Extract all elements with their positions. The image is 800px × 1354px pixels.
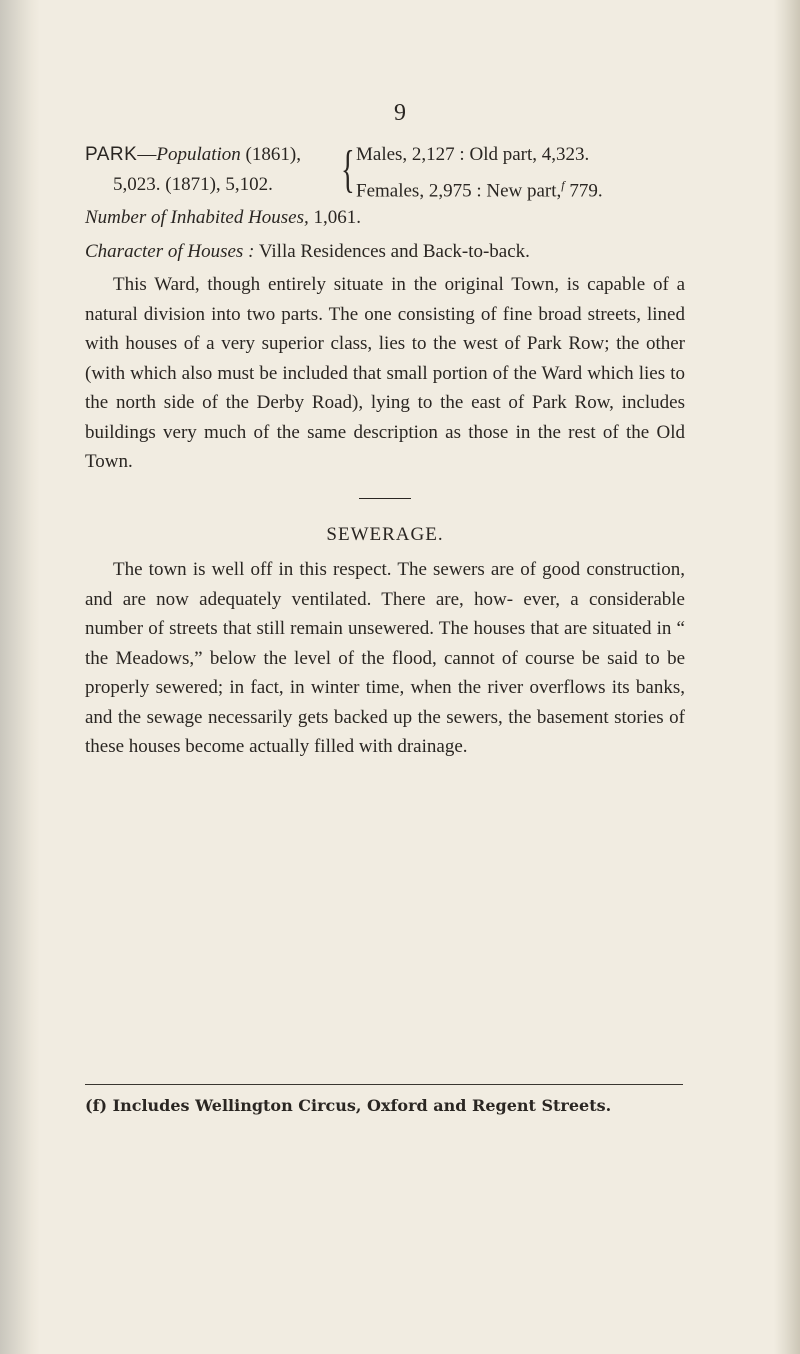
population-1871-total: 5,102. xyxy=(225,174,273,195)
page-number: 9 xyxy=(394,100,406,126)
old-part-count: Old part, 4,323. xyxy=(469,144,590,165)
population-label: Population xyxy=(156,144,241,165)
females-count: Females, 2,975 : xyxy=(356,180,482,202)
house-character-value: Villa Residences and Back-to-back. xyxy=(258,240,530,262)
population-1871-year: (1871), xyxy=(165,174,221,195)
inhabited-houses-value: 1,061. xyxy=(313,207,362,228)
section-divider xyxy=(359,498,411,499)
inhabited-houses-line xyxy=(85,203,685,233)
section-heading: SEWERAGE. xyxy=(326,523,444,545)
new-part-label: New part, xyxy=(486,180,562,202)
sewerage-paragraph: The town is well off in this respect. The sewers are of good construction, and are now adequately ventilated. There are, how- ever, a considerable number of streets that still remain unsewered. The houses that are situated in “ the Meadows,” below the level of the flood, cannot of course be said to be properly sewered; in fact, in winter time, when the river overflows its banks, and the sewage necessarily gets backed up the sewers, the basement stories of these houses become actually filled with drainage. xyxy=(85,559,685,757)
population-1861-total: 5,023. xyxy=(113,174,161,195)
footnote-divider xyxy=(85,1084,683,1085)
population-block xyxy=(85,140,685,202)
ward-name: PARK xyxy=(85,144,138,165)
page-content xyxy=(85,140,685,762)
ward-dash: — xyxy=(137,144,157,165)
house-character-line xyxy=(85,237,685,267)
inhabited-houses-label: Number of Inhabited Houses, xyxy=(85,207,309,228)
ward-description-paragraph: This Ward, though entirely situate in the original Town, is capable of a natural division into two parts. The one consisting of fine broad streets, lined with houses of a very superior class, lies to the west of Park Row; the other (with which also must be included that small portion of the Ward which lies to the north side of the Derby Road), lying to the east of Park Row, includes buildings very much of the same description as those in the rest of the Old Town. xyxy=(85,274,685,472)
footnote xyxy=(85,1096,611,1115)
footnote-reference: f xyxy=(561,178,565,192)
population-totals xyxy=(85,140,301,200)
house-character-label: Character of Houses : xyxy=(85,240,255,262)
males-count: Males, 2,127 : xyxy=(356,144,465,165)
population-1861-year: (1861), xyxy=(245,144,301,165)
brace-symbol: { xyxy=(341,141,355,198)
population-breakdown xyxy=(356,140,603,206)
page-edge-shadow-right xyxy=(774,0,800,1354)
page-edge-shadow-left xyxy=(0,0,40,1354)
new-part-count: 779. xyxy=(569,180,603,202)
footnote-text: Includes Wellington Circus, Oxford and Regent Streets. xyxy=(112,1096,612,1115)
footnote-marker: (f) xyxy=(85,1096,108,1115)
